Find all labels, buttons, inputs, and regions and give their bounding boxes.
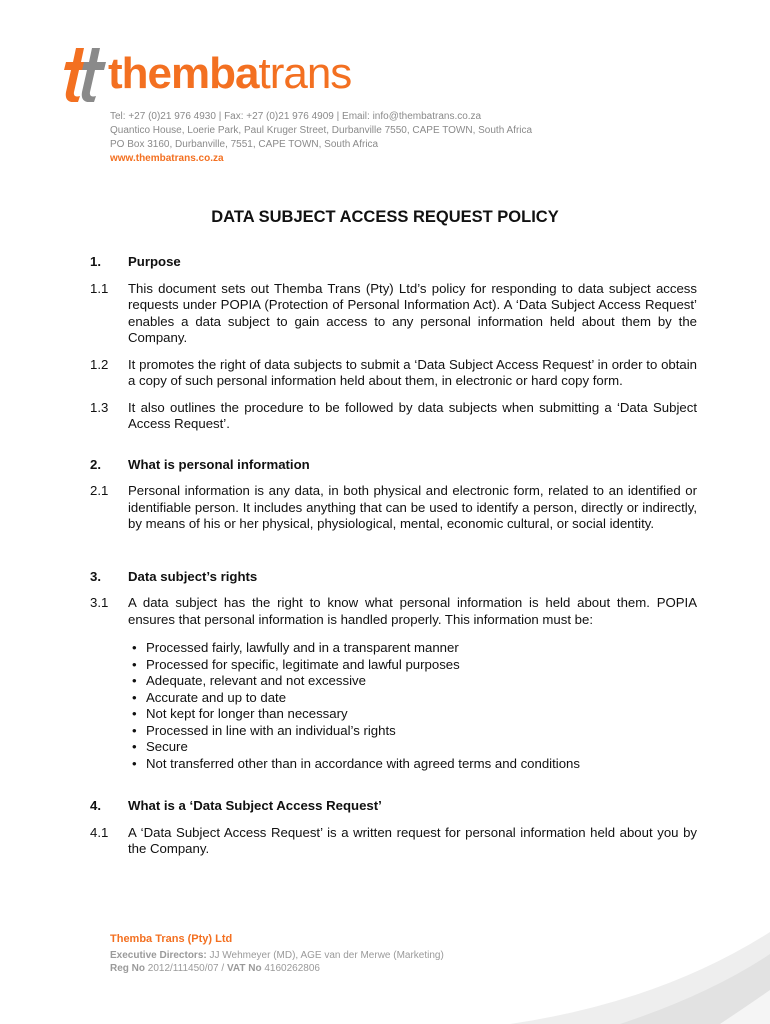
paragraph [90, 595, 697, 628]
list-item: • Processed fairly, lawfully and in a transparent manner [146, 640, 697, 657]
paragraph [90, 400, 697, 433]
list-item: • Processed in line with an individual’s rights [146, 723, 697, 740]
themba-trans-logo-icon [62, 46, 106, 102]
vat-label: VAT No [226, 963, 262, 974]
list-item: • Secure [146, 739, 697, 756]
paragraph [90, 357, 697, 390]
paragraph-text: A data subject has the right to know what personal information is held about them. POPIA ensures that personal information is handled properly. This information must be: [128, 595, 697, 627]
reg-number: 2012/111450/07 [147, 963, 219, 974]
section-number: 4. [90, 798, 101, 813]
paragraph-text: A ‘Data Subject Access Request’ is a written request for personal information held about you by the Company. [128, 824, 697, 856]
section-title: Data subject’s rights [128, 568, 258, 584]
page-footer [110, 933, 444, 975]
list-item: • Not transferred other than in accordance with agreed terms and conditions [146, 756, 697, 773]
section-number: 3. [90, 568, 101, 584]
directors-names: JJ Wehmeyer (MD), AGE van der Merwe (Marketing) [209, 950, 444, 961]
logo-text-bold: themba [108, 49, 259, 98]
footer-company-name: Themba Trans (Pty) Ltd [110, 933, 233, 945]
contact-line-2: Quantico House, Loerie Park, Paul Kruger Street, Durbanville 7550, CAPE TOWN, South Africa [110, 125, 533, 136]
section-heading [90, 798, 697, 815]
section-heading [90, 254, 697, 271]
paragraph-number: 1.3 [90, 399, 109, 415]
contact-block [110, 110, 532, 166]
section-heading [90, 569, 697, 586]
list-item: • Adequate, relevant and not excessive [146, 673, 697, 690]
paragraph [90, 825, 697, 858]
directors-label: Executive Directors: [110, 950, 207, 961]
section-title: What is personal information [128, 456, 310, 472]
footer-registration: Reg No 2012/111450/07 / VAT No 4160262806 [110, 963, 320, 974]
paragraph-number: 3.1 [90, 595, 109, 610]
contact-line-3: PO Box 3160, Durbanville, 7551, CAPE TOWN, South Africa [110, 139, 379, 150]
paragraph [90, 483, 697, 533]
rights-list [146, 640, 697, 772]
footer-directors [110, 949, 444, 962]
section-number: 1. [90, 254, 101, 269]
list-item: • Not kept for longer than necessary [146, 706, 697, 723]
contact-line-1: Tel: +27 (0)21 976 4930 | Fax: +27 (0)21 976 4909 | Email: info@thembatrans.co.za [110, 111, 482, 122]
document-title: DATA SUBJECT ACCESS REQUEST POLICY [211, 208, 559, 226]
document-body [90, 254, 697, 858]
paragraph-text: Personal information is any data, in both physical and electronic form, related to an identified or identifiable person. It includes anything that can be used to identify a person, directly or indirectly, by means of his or her physical, physiological, mental, economic cultural, or social identity. [128, 483, 697, 531]
footer-corner-decoration [510, 924, 770, 1024]
paragraph-text: It promotes the right of data subjects to submit a ‘Data Subject Access Request’ in order to obtain a copy of such personal information held about them, in electronic or hard copy form. [128, 356, 697, 388]
list-item: • Accurate and up to date [146, 690, 697, 707]
company-logo [62, 44, 362, 104]
section-title: What is a ‘Data Subject Access Request’ [128, 798, 382, 813]
paragraph-number: 1.1 [90, 280, 109, 296]
list-item: • Processed for specific, legitimate and lawful purposes [146, 657, 697, 674]
logo-text-light: trans [258, 49, 352, 98]
paragraph-number: 4.1 [90, 824, 109, 840]
website-link[interactable]: www.thembatrans.co.za [110, 153, 224, 164]
paragraph-number: 2.1 [90, 483, 109, 498]
section-title: Purpose [128, 254, 181, 269]
paragraph-number: 1.2 [90, 356, 109, 372]
reg-label: Reg No [110, 963, 145, 974]
paragraph-text: It also outlines the procedure to be followed by data subjects when submitting a ‘Data Subject Access Request’. [128, 399, 697, 431]
paragraph-text: This document sets out Themba Trans (Pty) Ltd’s policy for responding to data subject access requests under POPIA (Protection of Personal Information Act). A ‘Data Subject Access Request’ enables a data subject to gain access to any personal information held about them by the Company. [128, 280, 697, 345]
section-heading [90, 457, 697, 474]
section-number: 2. [90, 456, 101, 472]
paragraph [90, 281, 697, 347]
vat-number: 4160262806 [264, 963, 320, 974]
